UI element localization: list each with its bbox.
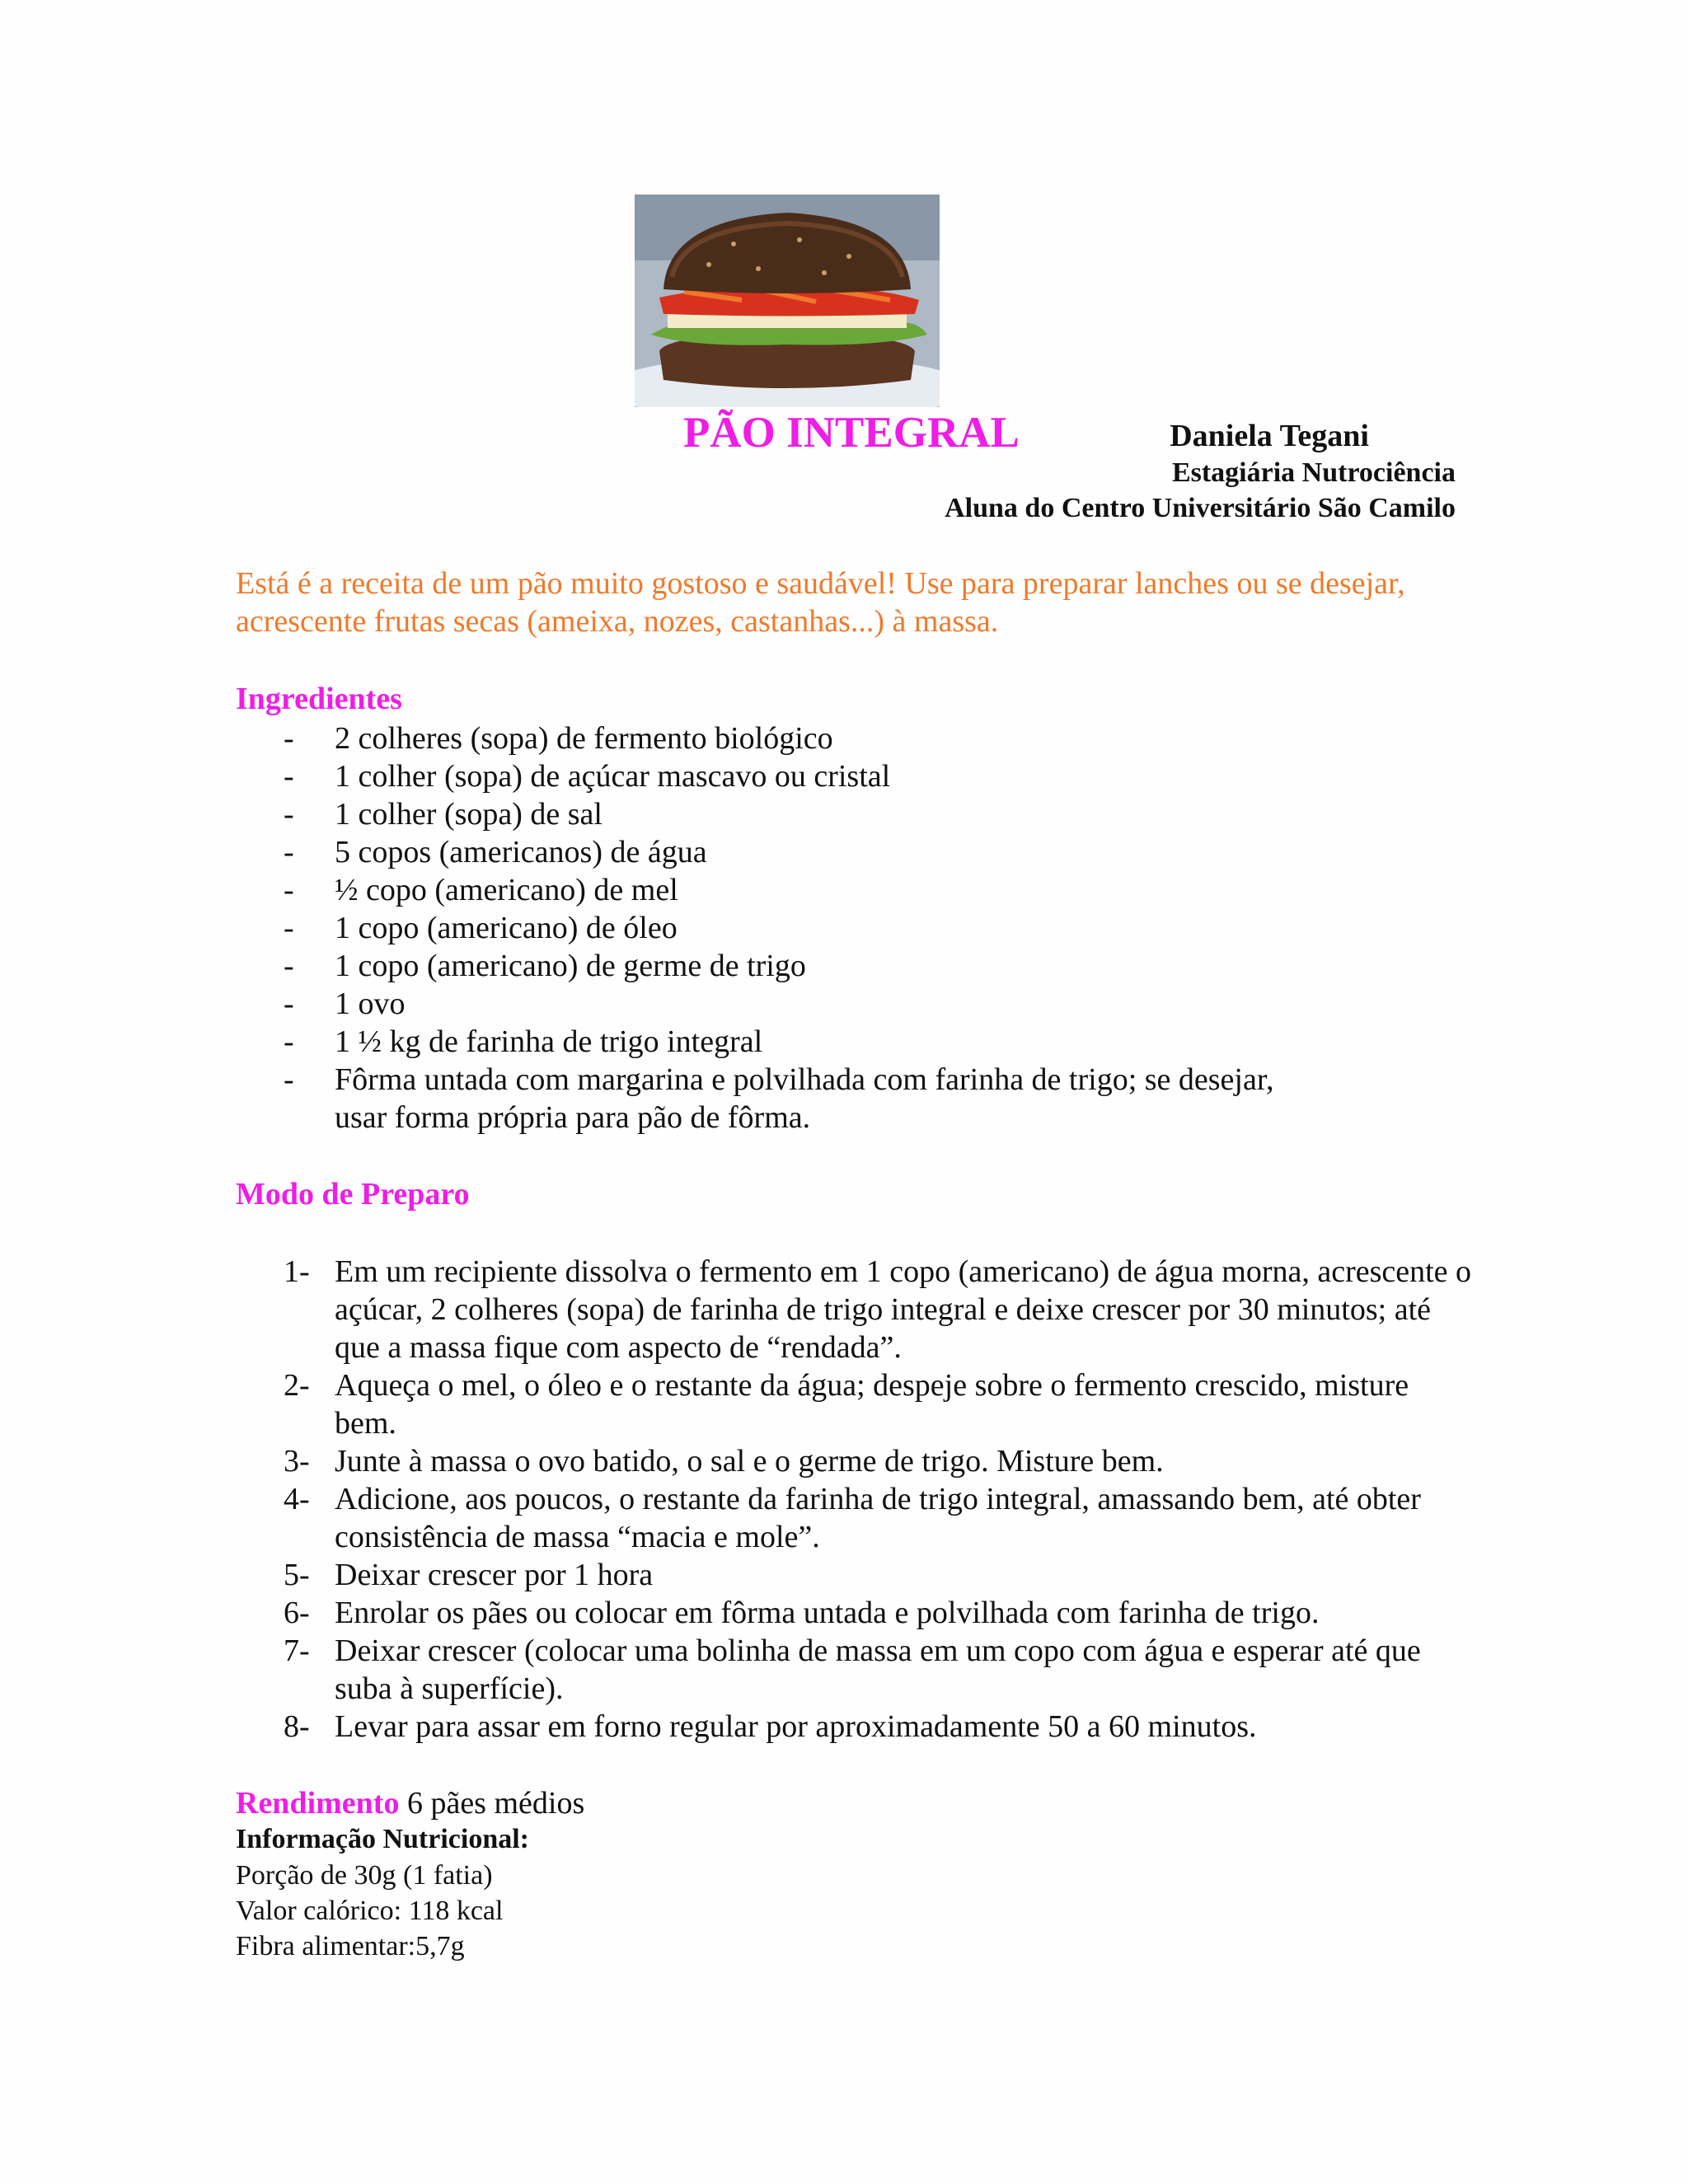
- page-title: PÃO INTEGRAL: [683, 409, 1020, 457]
- author-school: Aluna do Centro Universitário São Camilo: [945, 493, 1456, 523]
- list-item: 7- Deixar crescer (colocar uma bolinha de massa em um copo com água e esperar até que suba à superfície).: [284, 1633, 1421, 1706]
- list-item: - 2 colheres (sopa) de fermento biológico: [284, 721, 833, 756]
- list-item: 2- Aqueça o mel, o óleo e o restante da água; despeje sobre o fermento crescido, misture bem.: [284, 1368, 1409, 1441]
- list-item: - 1 ovo: [284, 987, 406, 1021]
- list-item: - 5 copos (americanos) de água: [284, 835, 707, 869]
- list-item: - 1 colher (sopa) de açúcar mascavo ou cristal: [284, 759, 891, 794]
- sandwich-illustration: [635, 194, 940, 407]
- list-item: 3- Junte à massa o ovo batido, o sal e o germe de trigo. Misture bem.: [284, 1444, 1164, 1479]
- list-item: - ½ copo (americano) de mel: [284, 873, 678, 907]
- list-item: 4- Adicione, aos poucos, o restante da farinha de trigo integral, amassando bem, até obter consistência de massa “macia e mole”.: [284, 1482, 1421, 1554]
- ingredients-heading: Ingredientes: [236, 682, 402, 716]
- list-item: - 1 ½ kg de farinha de trigo integral: [284, 1024, 763, 1059]
- list-item: 6- Enrolar os pães ou colocar em fôrma untada e polvilhada com farinha de trigo.: [284, 1596, 1320, 1630]
- ingredients-list: [236, 719, 1472, 1137]
- list-item: 8- Levar para assar em forno regular por aproximadamente 50 a 60 minutos.: [284, 1709, 1257, 1744]
- list-item: - 1 copo (americano) de germe de trigo: [284, 949, 806, 983]
- nutrition-fiber: Fibra alimentar:5,7g: [236, 1931, 465, 1961]
- list-item: - 1 colher (sopa) de sal: [284, 797, 603, 832]
- list-item: - Fôrma untada com margarina e polvilhada com farinha de trigo; se desejar, usar forma própria para pão de fôrma.: [284, 1062, 1274, 1135]
- nutrition-title: Informação Nutricional:: [236, 1824, 530, 1854]
- list-item: - 1 copo (americano) de óleo: [284, 911, 678, 945]
- list-item: 1- Em um recipiente dissolva o fermento em 1 copo (americano) de água morna, acrescente o açúcar, 2 colheres (sopa) de farinha de trigo integral e deixe crescer por 30 minutos; até que a massa fique com aspecto de “rendada”.: [284, 1254, 1472, 1365]
- preparation-list: [236, 1253, 1472, 1746]
- nutrition-portion: Porção de 30g (1 fatia): [236, 1860, 493, 1891]
- author-role: Estagiária Nutrociência: [1171, 457, 1456, 488]
- yield-value: 6 pães médios: [399, 1786, 585, 1821]
- author-name: Daniela Tegani: [1170, 419, 1369, 453]
- nutrition-calories: Valor calórico: 118 kcal: [236, 1896, 504, 1926]
- preparation-heading: Modo de Preparo: [236, 1177, 470, 1212]
- sandwich-photo: [635, 194, 940, 407]
- list-item: 5- Deixar crescer por 1 hora: [284, 1558, 654, 1592]
- yield-label: Rendimento: [236, 1786, 400, 1821]
- yield-line: [236, 1785, 584, 1821]
- intro-text: Está é a receita de um pão muito gostoso e saudável! Use para preparar lanches ou se desejar, acrescente frutas secas (ameixa, nozes, castanhas...) à massa.: [236, 566, 1405, 639]
